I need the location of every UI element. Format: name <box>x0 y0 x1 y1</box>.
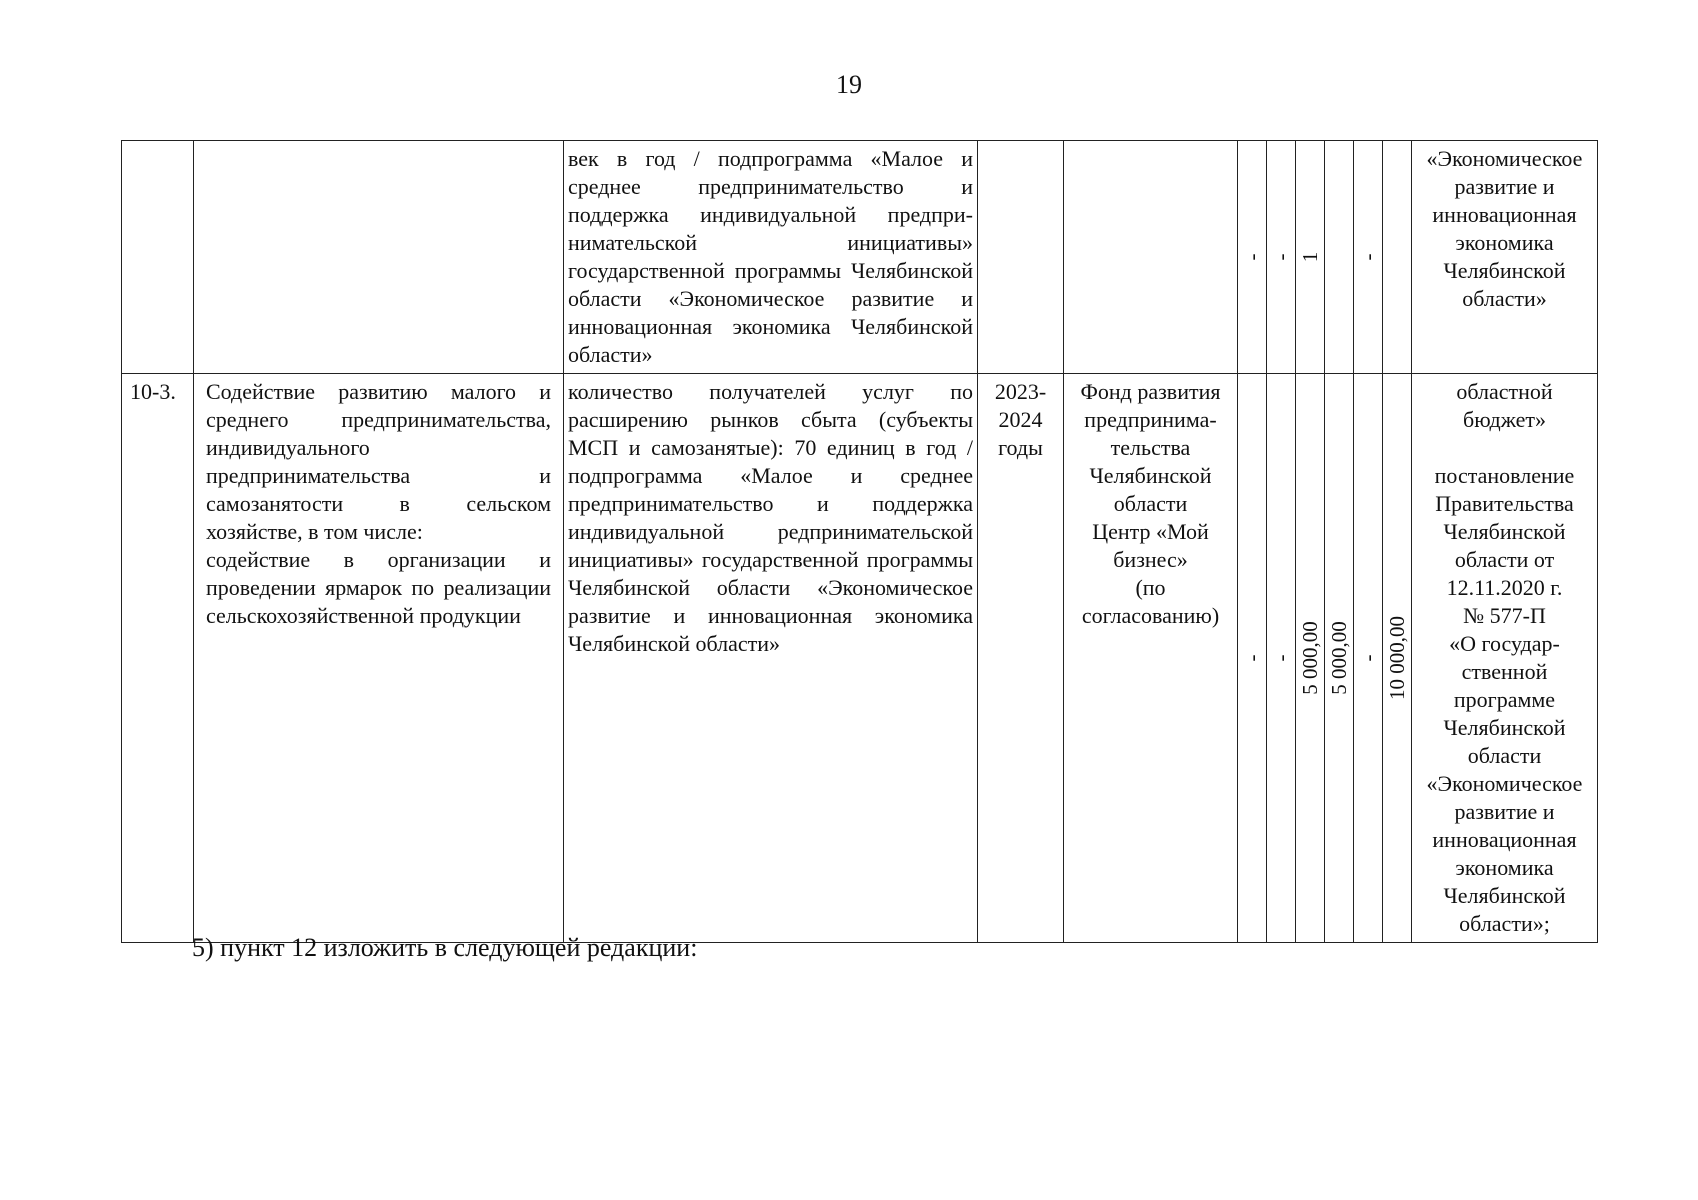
period-line: 2023- <box>994 379 1047 404</box>
executor-line: бизнес» <box>1113 547 1188 572</box>
source-line: развитие и <box>1454 174 1555 199</box>
amount-cell <box>1267 141 1296 374</box>
source-line: 12.11.2020 г. <box>1446 575 1563 600</box>
amount-cell <box>1354 374 1383 943</box>
page-number: 19 <box>836 70 862 99</box>
amendment-text: 5) пункт 12 изложить в следующей редакции: <box>192 933 698 962</box>
source-cell <box>1412 141 1598 374</box>
period-line: 2024 <box>998 407 1043 432</box>
amount-cell <box>1296 141 1325 374</box>
source-line: бюджет» <box>1463 407 1546 432</box>
executor-line: тельства <box>1110 435 1191 460</box>
source-line: области» <box>1462 286 1547 311</box>
source-line: «О государ- <box>1449 631 1560 656</box>
row-number-cell: 10-3. <box>122 374 194 943</box>
table-row <box>122 374 1598 943</box>
amount-cell <box>1325 141 1354 374</box>
description-cell <box>194 141 564 374</box>
indicator-cell: век в год / подпрограмма «Малое и среднее предпринимательство и поддержка индивидуальной предпри-нимательской инициативы» государственной программы Челябинской области «Экономическое развитие и инновационная экономика Челябинской области» <box>564 141 978 374</box>
amount-value: - <box>1269 253 1293 261</box>
source-line: области»; <box>1459 911 1550 936</box>
executor-cell <box>1064 374 1238 943</box>
amount-value: - <box>1269 654 1293 662</box>
amount-cell <box>1267 374 1296 943</box>
indicator-cell: количество получателей услуг по расширению рынков сбыта (субъекты МСП и самозанятые): 70 единиц в год / подпрограмма «Малое и среднее предпринимательство и поддержка индивидуальной редпринимательской инициативы» государственной программы Челябинской области «Экономическое развитие и инновационная экономика Челябинской области» <box>564 374 978 943</box>
executor-line: Фонд развития <box>1080 379 1221 404</box>
source-line: «Экономическое <box>1426 771 1583 796</box>
period-cell <box>978 374 1064 943</box>
amount-value: - <box>1356 654 1380 662</box>
description-cell <box>194 374 564 943</box>
amount-cell <box>1383 374 1412 943</box>
source-line: Челябинской <box>1443 883 1566 908</box>
table-row <box>122 141 1598 374</box>
source-line: Челябинской <box>1443 258 1566 283</box>
amount-cell <box>1296 374 1325 943</box>
executor-line: предпринима- <box>1084 407 1217 432</box>
executor-cell <box>1064 141 1238 374</box>
amount-value: - <box>1240 253 1264 261</box>
executor-line: (по <box>1135 575 1166 600</box>
amount-cell <box>1383 141 1412 374</box>
source-line: области от <box>1454 547 1555 572</box>
source-line: области <box>1467 743 1542 768</box>
period-cell <box>978 141 1064 374</box>
source-gap <box>1417 434 1592 462</box>
row-number-cell <box>122 141 194 374</box>
source-line: Челябинской <box>1443 519 1566 544</box>
source-line: «Экономическое <box>1426 146 1583 171</box>
executor-line: согласованию) <box>1081 603 1220 628</box>
amount-value: - <box>1240 654 1264 662</box>
amount-value: 5 000,00 <box>1327 621 1351 695</box>
amount-cell <box>1325 374 1354 943</box>
amount-cell <box>1354 141 1383 374</box>
amount-cell <box>1238 374 1267 943</box>
source-line: ственной <box>1461 659 1548 684</box>
source-line: № 577-П <box>1463 603 1546 628</box>
source-line: экономика <box>1455 855 1554 880</box>
amount-value: 1 <box>1298 251 1322 263</box>
source-line: Правительства <box>1435 491 1574 516</box>
amount-value: 10 000,00 <box>1385 616 1409 700</box>
source-line: экономика <box>1455 230 1554 255</box>
source-cell <box>1412 374 1598 943</box>
description-line: содействие в организации и проведении ярмарок по реализации сельскохозяйственной продукции <box>206 547 551 628</box>
program-table <box>121 140 1598 943</box>
executor-line: Центр «Мой <box>1092 519 1209 544</box>
amount-value: - <box>1356 253 1380 261</box>
amount-cell <box>1238 141 1267 374</box>
period-line: годы <box>998 435 1043 460</box>
amount-value: 5 000,00 <box>1298 621 1322 695</box>
source-line: инновационная <box>1432 202 1577 227</box>
source-line: постановление <box>1434 463 1575 488</box>
source-line: развитие и <box>1454 799 1555 824</box>
source-line: Челябинской <box>1443 715 1566 740</box>
source-line: программе <box>1453 687 1556 712</box>
source-line: инновационная <box>1432 827 1577 852</box>
executor-line: области <box>1113 491 1188 516</box>
source-line: областной <box>1456 379 1553 404</box>
executor-line: Челябинской <box>1089 463 1212 488</box>
description-line: Содействие развитию малого и среднего предпринимательства, индивидуального предпринимательства и самозанятости в сельском хозяйстве, в том числе: <box>206 379 551 544</box>
